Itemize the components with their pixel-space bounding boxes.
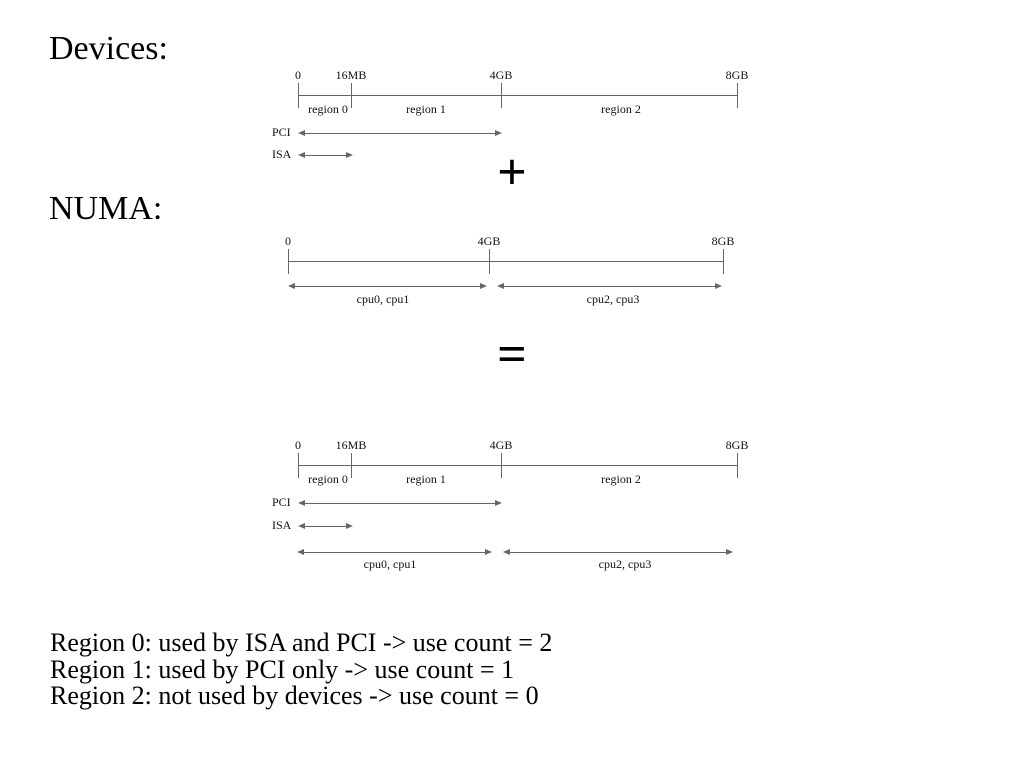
combined-memory-map-numa-span-arrow-1 [510, 552, 726, 553]
numa-memory-map-numa-span-label: cpu2, cpu3 [586, 292, 640, 306]
numa-heading: NUMA: [49, 190, 163, 227]
devices-heading: Devices: [49, 30, 168, 67]
combined-memory-map-tick-label-0: 0 [295, 438, 301, 452]
numa-memory-map-axis-line [288, 261, 723, 262]
devices-memory-map-tick-4GB [501, 83, 502, 108]
numa-memory-map-tick-label-4GB: 4GB [477, 234, 501, 248]
combined-memory-map-axis-line [298, 465, 738, 466]
numa-memory-map-tick-0 [288, 249, 289, 274]
devices-memory-map-axis-line [298, 95, 738, 96]
combined-memory-map-device-label-ISA: ISA [272, 518, 292, 532]
devices-memory-map-region-label: region 1 [406, 102, 446, 116]
combined-memory-map-tick-4GB [501, 453, 502, 478]
numa-memory-map-tick-label-8GB: 8GB [711, 234, 735, 248]
devices-memory-map-tick-label-0: 0 [295, 68, 301, 82]
combined-memory-map-device-range-arrow-PCI [305, 503, 495, 504]
combined-memory-map-region-label: region 0 [308, 472, 348, 486]
note-region-2: Region 2: not used by devices -> use count = 0 [50, 681, 539, 710]
numa-memory-map-numa-span-arrow-0 [295, 286, 480, 287]
combined-memory-map-tick-label-8GB: 8GB [725, 438, 749, 452]
combined-memory-map-tick-label-4GB: 4GB [489, 438, 513, 452]
combined-memory-map-device-label-PCI: PCI [272, 495, 291, 509]
combined-memory-map-region-label: region 2 [601, 472, 641, 486]
combined-memory-map-tick-8GB [737, 453, 738, 478]
combined-memory-map-numa-span-label: cpu2, cpu3 [598, 557, 652, 571]
combined-memory-map-device-range-arrow-ISA [305, 526, 346, 527]
devices-memory-map-tick-8GB [737, 83, 738, 108]
devices-memory-map-region-label: region 0 [308, 102, 348, 116]
numa-memory-map-numa-span-label: cpu0, cpu1 [356, 292, 410, 306]
devices-memory-map-tick-label-8GB: 8GB [725, 68, 749, 82]
note-region-0: Region 0: used by ISA and PCI -> use count = 2 [50, 628, 553, 657]
combined-memory-map-region-label: region 1 [406, 472, 446, 486]
numa-memory-map-tick-label-0: 0 [285, 234, 291, 248]
devices-memory-map-device-label-ISA: ISA [272, 147, 292, 161]
region-use-count-notes [50, 630, 552, 710]
combined-memory-map-tick-label-16MB: 16MB [335, 438, 367, 452]
numa-memory-map-tick-8GB [723, 249, 724, 274]
devices-memory-map-tick-label-4GB: 4GB [489, 68, 513, 82]
note-region-1: Region 1: used by PCI only -> use count = 1 [50, 654, 515, 684]
equals-operator: = [497, 326, 527, 383]
combined-memory-map-numa-span-label: cpu0, cpu1 [363, 557, 417, 571]
devices-memory-map-device-label-PCI: PCI [272, 125, 291, 139]
devices-memory-map-device-range-arrow-ISA [305, 155, 346, 156]
devices-memory-map-tick-label-16MB: 16MB [335, 68, 367, 82]
combined-memory-map-numa-span-arrow-0 [304, 552, 485, 553]
devices-memory-map-device-range-arrow-PCI [305, 133, 495, 134]
numa-memory-map-tick-4GB [489, 249, 490, 274]
numa-memory-map-numa-span-arrow-1 [504, 286, 715, 287]
devices-memory-map-region-label: region 2 [601, 102, 641, 116]
plus-operator: + [497, 144, 527, 201]
